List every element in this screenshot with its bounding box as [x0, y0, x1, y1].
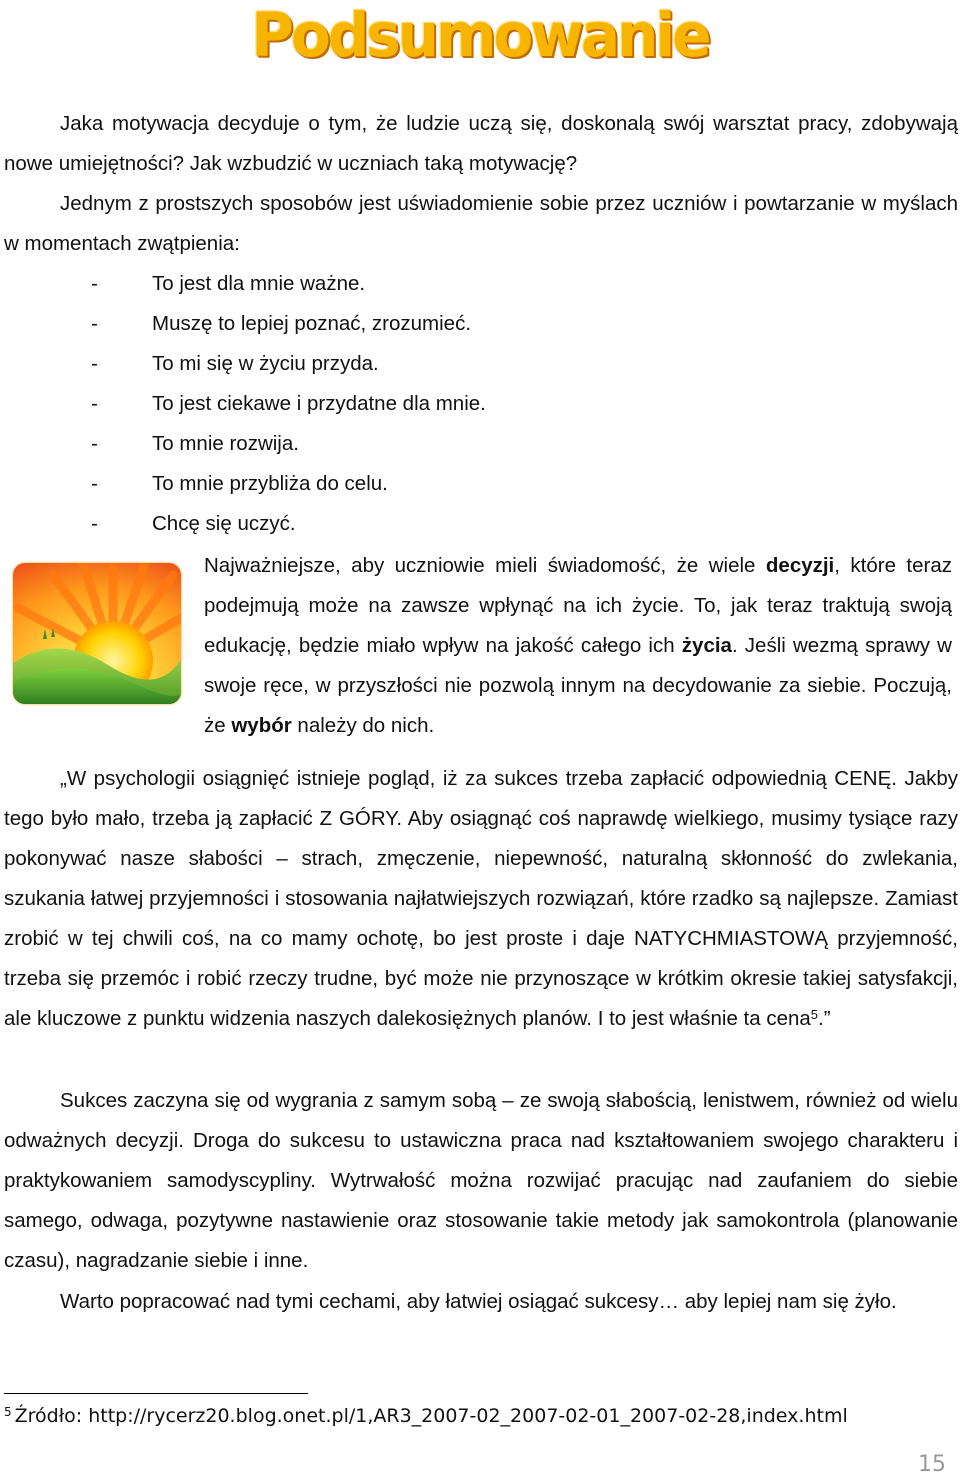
highlight-paragraph: Najważniejsze, aby uczniowie mieli świadomość, że wiele decyzji, które teraz podejmują może na zawsze wpłynąć na ich życie. To, jak teraz traktują swoją edukację, będzie miało wpływ na jakość całego ich życia. Jeśli wezmą sprawy w swoje ręce, w przyszłości nie pozwolą innym na decydowanie za siebie. Poczują, że wybór należy do nich.	[204, 554, 952, 737]
footnote-divider	[4, 1393, 308, 1394]
page-number: 15	[918, 1452, 946, 1477]
footnote	[4, 1405, 848, 1427]
footnote-number: 5	[4, 1405, 12, 1419]
list-item	[4, 264, 958, 304]
list-item-text: To mnie rozwija.	[152, 432, 299, 455]
list-item-text: To jest ciekawe i przydatne dla mnie.	[152, 392, 486, 415]
footnote-source-link[interactable]: Źródło: http://rycerz20.blog.onet.pl/1,AR3_2007-02_2007-02-01_2007-02-28,index.html	[14, 1405, 848, 1427]
list-item	[4, 504, 958, 544]
list-dash: -	[91, 312, 98, 335]
list-item	[4, 344, 958, 384]
list-item-text: Muszę to lepiej poznać, zrozumieć.	[152, 312, 472, 335]
intro-paragraph-2: Jednym z prostszych sposobów jest uświadomienie sobie przez uczniów i powtarzanie w myślach w momentach zwątpienia:	[4, 192, 958, 255]
emphasis-wybor: wybór	[231, 714, 292, 737]
quote-paragraph: „W psychologii osiągnięć istnieje pogląd, iż za sukces trzeba zapłacić odpowiednią CENĘ. Jakby tego było mało, trzeba ją zapłacić Z GÓRY. Aby osiągnąć coś naprawdę wielkiego, musimy tysiące razy pokonywać nasze słabości – strach, zmęczenie, niepewność, naturalną skłonność do zwlekania, szukania łatwej przyjemności i stosowania najłatwiejszych rozwiązań, które rzadko są najlepsze. Zamiast zrobić w tej chwili coś, na co mamy ochotę, bo jest proste i daje NATYCHMIASTOWĄ przyjemność, trzeba się przemóc i robić rzeczy trudne, być może nie przynoszące w krótkim okresie takiej satysfakcji, ale kluczowe z punktu widzenia naszych dalekosiężnych planów. I to jest właśnie ta cena$^5$.”	[4, 767, 958, 1030]
list-item-text: To mnie przybliża do celu.	[152, 472, 388, 495]
intro-paragraph-1: Jaka motywacja decyduje o tym, że ludzie uczą się, doskonalą swój warsztat pracy, zdobywają nowe umiejętności? Jak wzbudzić w uczniach taką motywację?	[4, 112, 958, 175]
list-item	[4, 304, 958, 344]
closing-paragraph: Warto popracować nad tymi cechami, aby łatwiej osiągać sukcesy… aby lepiej nam się żyło.	[60, 1290, 897, 1313]
emphasis-decyzji: decyzji	[765, 554, 835, 577]
sunrise-over-hills-icon	[13, 563, 181, 704]
list-item-text: To mi się w życiu przyda.	[152, 352, 379, 375]
list-dash: -	[91, 432, 98, 455]
list-dash: -	[91, 272, 98, 295]
list-item-text: To jest dla mnie ważne.	[152, 272, 366, 295]
list-dash: -	[91, 352, 98, 375]
list-dash: -	[91, 512, 98, 535]
list-item	[4, 384, 958, 424]
list-item	[4, 464, 958, 504]
footnote-ref[interactable]: 5	[810, 1007, 819, 1022]
list-dash: -	[91, 392, 98, 415]
motivation-list	[4, 264, 958, 544]
list-dash: -	[91, 472, 98, 495]
page-title: Podsumowanie	[251, 0, 709, 71]
success-paragraph: Sukces zaczyna się od wygrania z samym sobą – ze swoją słabością, lenistwem, również od wielu odważnych decyzji. Droga do sukcesu to ustawiczna praca nad kształtowaniem swojego charakteru i praktykowaniem samodyscypliny. Wytrwałość można rozwijać pracując nad zaufaniem do siebie samego, odwaga, pozytywne nastawienie oraz stosowanie takie metody jak samokontrola (planowanie czasu), nagradzanie siebie i inne.	[4, 1089, 958, 1272]
emphasis-zycia: życia	[681, 634, 732, 657]
list-item	[4, 424, 958, 464]
list-item-text: Chcę się uczyć.	[152, 512, 296, 535]
